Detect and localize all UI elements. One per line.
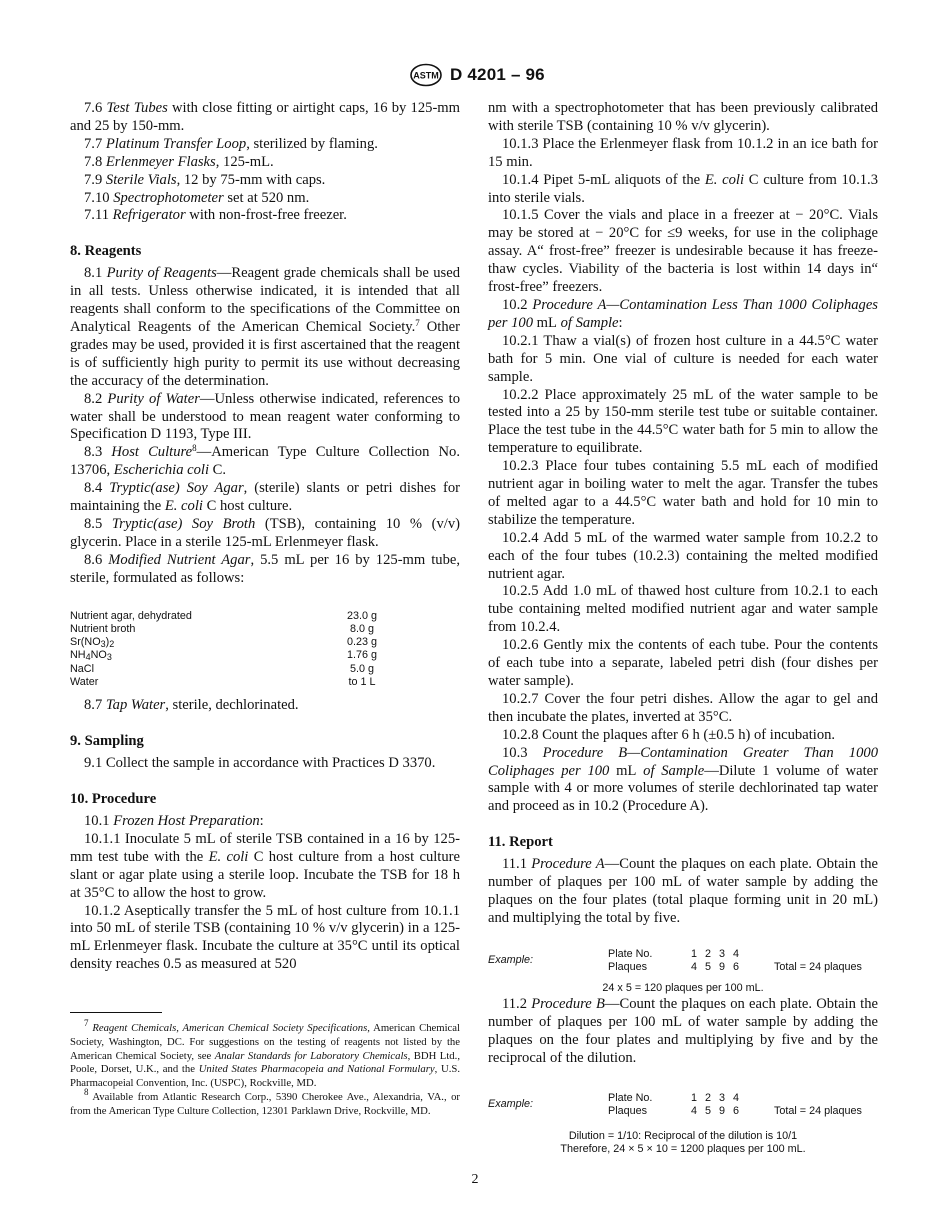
section-8-5: 8.5 Tryptic(ase) Soy Broth (TSB), containing 10 % (v/v) glycerin. Place in a sterile 125-mL Erlenmeyer flask. bbox=[70, 515, 461, 550]
heading-procedure: 10. Procedure bbox=[70, 791, 157, 808]
example-1: Example: Plate No. Plaques 1 2 3 4 4 5 9 6 Total = 24 plaques bbox=[488, 947, 862, 974]
footnotes bbox=[70, 1018, 461, 1119]
section-7-9: 7.9 Sterile Vials, 12 by 75-mm with caps. bbox=[84, 171, 326, 188]
section-10-1-4: 10.1.4 Pipet 5-mL aliquots of the E. coli C culture from 10.1.3 into sterile vials. bbox=[488, 171, 878, 206]
section-10-1: 10.1 Frozen Host Preparation: bbox=[84, 812, 264, 829]
example-2-dilution: Dilution = 1/10: Reciprocal of the dilution is 10/1 bbox=[568, 1129, 798, 1142]
section-8-3: 8.3 Host Culture$^8$—American Type Culture Collection No. 13706, Escherichia coli C. bbox=[70, 443, 461, 479]
heading-sampling: 9. Sampling bbox=[70, 733, 144, 750]
section-10-3: 10.3 Procedure B—Contamination Greater Than 1000 Coliphages per 100 mL of Sample—Dilute 1 volume of water sample with 4 or more volumes of sterile dechlorinated tap water and proceed as in 10.2 (Procedure A). bbox=[488, 744, 878, 815]
section-10-2-8: 10.2.8 Count the plaques after 6 h (±0.5 h) of incubation. bbox=[502, 726, 836, 743]
section-10-2-7: 10.2.7 Cover the four petri dishes. Allow the agar to gel and then incubate the plates, inverted at 35°C. bbox=[488, 690, 878, 725]
left-column bbox=[70, 100, 460, 974]
section-8-4: 8.4 Tryptic(ase) Soy Agar, (sterile) slants or petri dishes for maintaining the E. coli C host culture. bbox=[70, 480, 460, 515]
section-10-2-1: 10.2.1 Thaw a vial(s) of frozen host culture in a 44.5°C water bath for 5 min. One vial of culture is needed for each water sample. bbox=[488, 332, 878, 385]
section-10-2-4: 10.2.4 Add 5 mL of the warmed water sample from 10.2.2 to each of the four tubes (10.2.3) containing the melted modified nutrient agar. bbox=[488, 529, 878, 582]
example-2: Example: Plate No. Plaques 1 2 3 4 4 5 9 6 Total = 24 plaques bbox=[488, 1091, 862, 1117]
section-10-1-1: 10.1.1 Inoculate 5 mL of sterile TSB contained in a 16 by 125-mm test tube with the E. coli C host culture from a host culture slant or agar plate using a sterile loop. Incubate the TSB for 18 h at 35°C to allow the host to grow. bbox=[70, 830, 460, 901]
section-7-10: 7.10 Spectrophotometer set at 520 nm. bbox=[84, 189, 310, 206]
section-10-2-5: 10.2.5 Add 1.0 mL of thawed host culture from 10.2.1 to each tube containing melted modified nutrient agar and water sample from 10.2.4. bbox=[488, 583, 878, 636]
astm-logo-icon bbox=[408, 63, 444, 87]
section-10-1-2: 10.1.2 Aseptically transfer the 5 mL of host culture from 10.1.1 into 50 mL of sterile TSB (containing 10 % v/v glycerin) in a 125-mL Erlenmeyer flask. Incubate the culture at 35°C until its optical density reaches 0.5 as measured at 520 bbox=[70, 902, 460, 973]
formula-row: Nutrient broth 8.0 g bbox=[70, 622, 374, 635]
heading-report: 11. Report bbox=[488, 834, 553, 851]
section-7-7: 7.7 Platinum Transfer Loop, sterilized by flaming. bbox=[84, 135, 378, 152]
document-id: D 4201 – 96 bbox=[450, 65, 545, 84]
section-10-2-2: 10.2.2 Place approximately 25 mL of the water sample to be tested into a 25 by 150-mm sterile test tube or suitable container. Place the test tube in the 44.5°C water bath for 5 min to allow the temperature to equilibrate. bbox=[488, 386, 878, 457]
agar-formula-table bbox=[70, 610, 460, 690]
section-8-6: 8.6 Modified Nutrient Agar, 5.5 mL per 16 by 125-mm tube, sterile, formulated as follows: bbox=[70, 551, 461, 586]
formula-row: NaCl 5.0 g bbox=[70, 662, 374, 675]
section-11-1: 11.1 Procedure A—Count the plaques on each plate. Obtain the number of plaques per 100 mL of water sample by adding the plaques on the four plates (total plaque forming unit in 20 mL) and multiplying the total by five. bbox=[488, 856, 878, 926]
section-10-2: 10.2 Procedure A—Contamination Less Than 1000 Coliphages per 100 mL of Sample: bbox=[488, 296, 878, 331]
continued-text: nm with a spectrophotometer that has been previously calibrated with sterile TSB (containing 10 % v/v glycerin). bbox=[488, 100, 878, 134]
section-7-8: 7.8 Erlenmeyer Flasks, 125-mL. bbox=[84, 153, 274, 170]
section-7-11: 7.11 Refrigerator with non-frost-free freezer. bbox=[84, 207, 347, 224]
example-2-calculation: Therefore, 24 × 5 × 10 = 1200 plaques per 100 mL. bbox=[560, 1143, 806, 1155]
section-9-1: 9.1 Collect the sample in accordance with Practices D 3370. bbox=[84, 755, 436, 772]
footnote-divider bbox=[70, 1012, 162, 1013]
example-1-calculation: 24 x 5 = 120 plaques per 100 mL. bbox=[602, 981, 764, 994]
section-7-6: 7.6 Test Tubes with close fitting or airtight caps, 16 by 125-mm and 25 by 150-mm. bbox=[70, 100, 461, 134]
section-8-2: 8.2 Purity of Water—Unless otherwise indicated, references to water shall be understood to mean reagent water conforming to Specification D 1193, Type III. bbox=[70, 390, 460, 443]
footnote-7: $^7$ Reagent Chemicals, American Chemical Society Specifications, American Chemical Society, Washington, DC. For suggestions on the testing of reagents not listed by the American Chemical Society, see Analar Standards for Laboratory Chemicals, BDH Ltd., Poole, Dorset, U.K., and the United States Pharmacopeia and National Formulary, U.S. Pharmacopeial Convention, Inc. (USPC), Rockville, MD. bbox=[70, 1018, 461, 1090]
formula-row: $NH_4NO_3$ 1.76 g bbox=[70, 649, 378, 663]
section-8-7: 8.7 Tap Water, sterile, dechlorinated. bbox=[84, 697, 299, 714]
footnote-8: $^8$ Available from Atlantic Research Corp., 5390 Cherokee Ave., Alexandria, VA., or from the American Type Culture Collection, 12301 Parklawn Drive, Rockville, MD. bbox=[70, 1086, 460, 1117]
section-11-2: 11.2 Procedure B—Count the plaques on each plate. Obtain the number of plaques per 100 mL of water sample by adding the plaques on the four plates and multiplying by five and by the reciprocal of the dilution. bbox=[488, 996, 878, 1066]
section-10-1-5: 10.1.5 Cover the vials and place in a freezer at − 20°C. Vials may be stored at − 20°C for ≤9 weeks, for use in the coliphage assay. A“ frost-free” freezer is undesirable because it has freeze-thaw cycles. Viability of the bacteria is lost within 14 days in“ frost-free” freezers. bbox=[488, 207, 878, 296]
section-10-2-6: 10.2.6 Gently mix the contents of each tube. Pour the contents of each tube into a separate, labeled petri dish (four dishes per water sample). bbox=[488, 637, 878, 689]
formula-row: Water to 1 L bbox=[70, 676, 376, 689]
right-column bbox=[488, 100, 878, 1156]
section-10-1-3: 10.1.3 Place the Erlenmeyer flask from 10.1.2 in an ice bath for 15 min. bbox=[488, 135, 878, 170]
section-8-1: 8.1 Purity of Reagents—Reagent grade chemicals shall be used in all tests. Unless otherwise indicated, it is intended that all reagents shall conform to the specifications of the Committee on Analytical Reagents of the American Chemical Society.$^7$ Other grades may be used, provided it is first ascertained that the reagent is of sufficiently high purity to permit its use without decreasing the accuracy of the determination. bbox=[70, 265, 460, 389]
heading-reagents: 8. Reagents bbox=[70, 243, 142, 260]
section-10-2-3: 10.2.3 Place four tubes containing 5.5 mL each of modified nutrient agar in boiling water to melt the agar. Transfer the tubes of melted agar to a 44.5°C water bath and hold for 10 min to stabilize the temperature. bbox=[488, 458, 878, 528]
svg-text:ASTM: ASTM bbox=[413, 70, 439, 81]
page-number: 2 bbox=[471, 1172, 479, 1187]
page-header bbox=[0, 63, 950, 89]
formula-row: $Sr(NO_3)_2$ 0.23 g bbox=[70, 636, 378, 650]
formula-row: Nutrient agar, dehydrated 23.0 g bbox=[70, 609, 378, 622]
